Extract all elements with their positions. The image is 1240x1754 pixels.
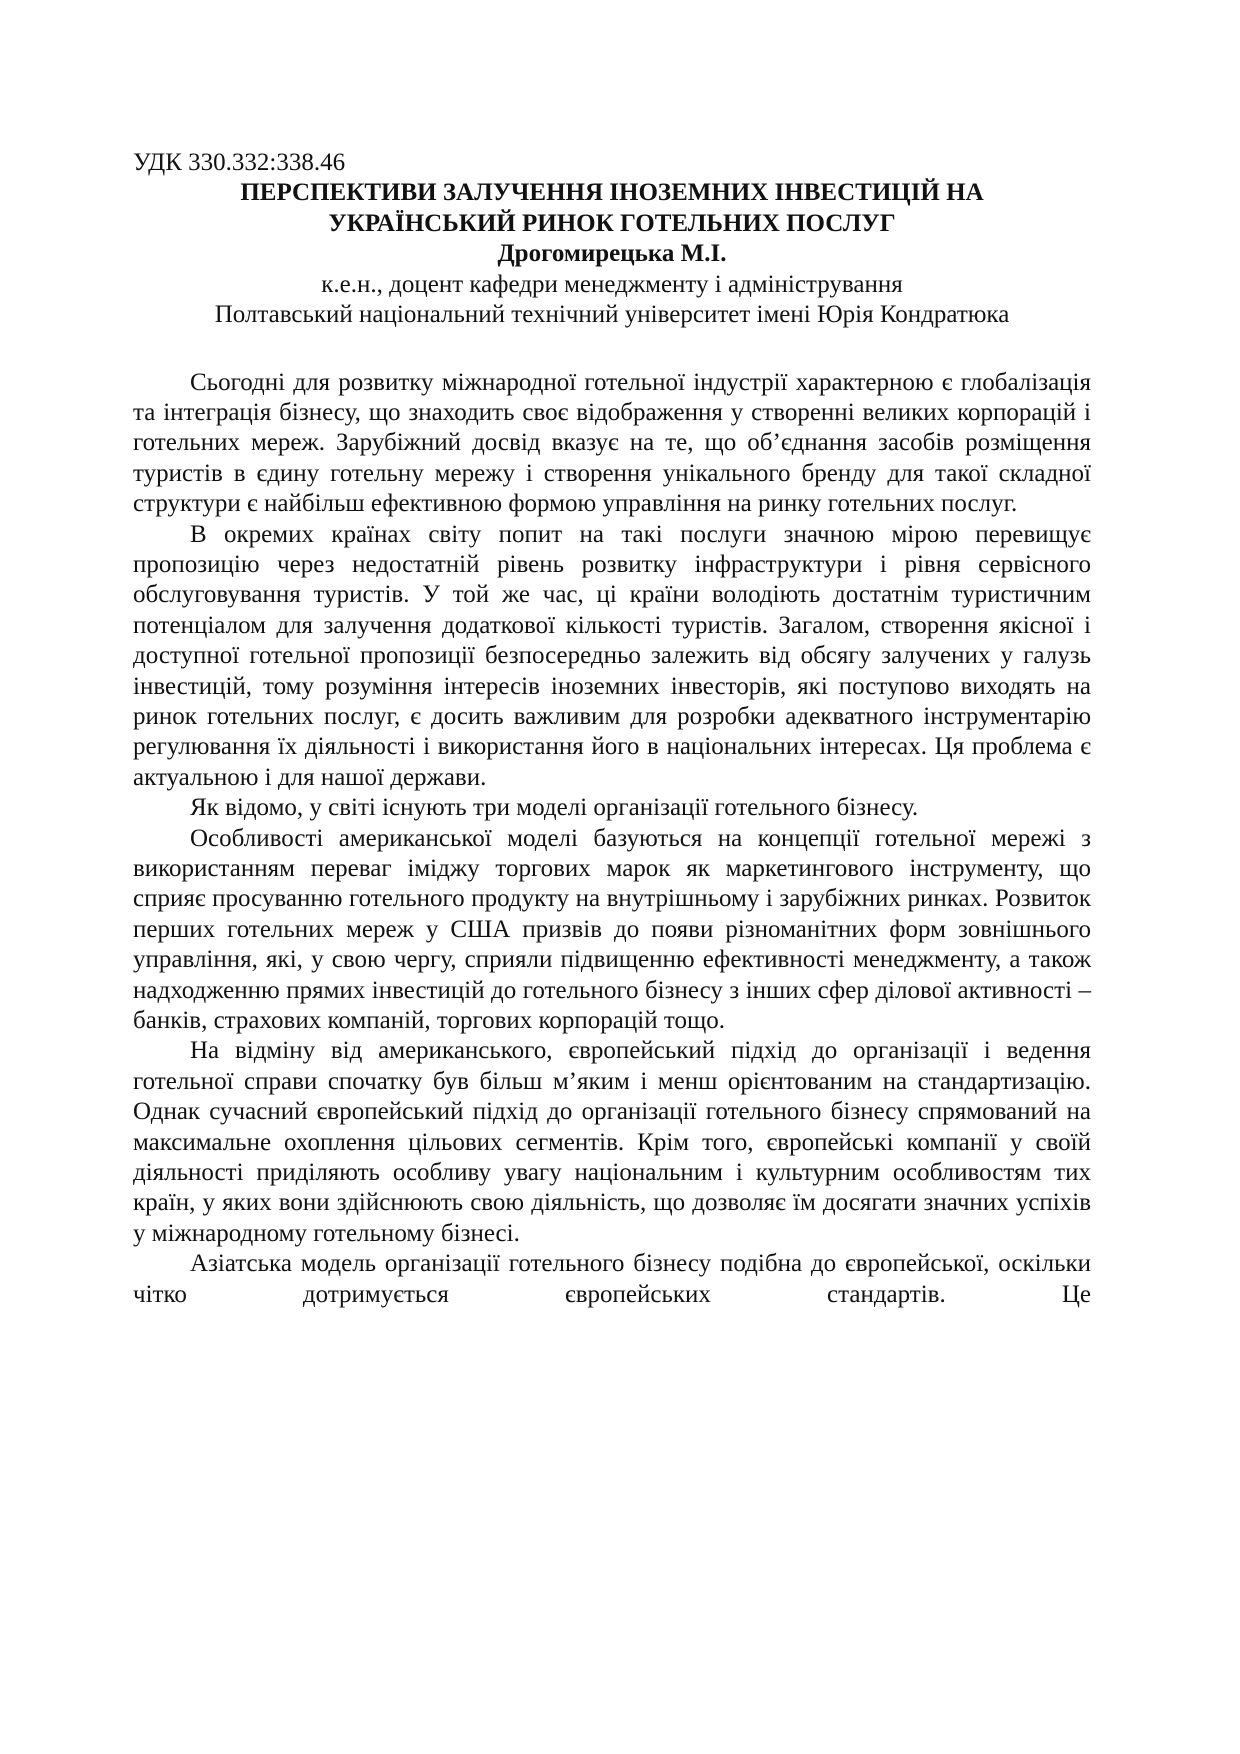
paragraph-demand: В окремих країнах світу попит на такі послуги значною мірою перевищує пропозицію через недостатній рівень розвитку інфраструктури і рівня сервісного обслуговування туристів. У той же час, ці країни володіють достатнім туристичним потенціалом для залучення додаткової кількості туристів. Загалом, створення якісної і доступної готельної пропозиції безпосередньо залежить від обсягу залучених у галузь інвестицій, тому розуміння інтересів іноземних інвесторів, які поступово виходять на ринок готельних послуг, є досить важливим для розробки адекватного інструментарію регулювання їх діяльності і використання його в національних інтересах. Ця проблема є актуальною і для нашої держави. bbox=[133, 520, 1091, 791]
paragraph-european-model: На відміну від американського, європейський підхід до організації і ведення готельної справи спочатку був більш м’яким і менш орієнтованим на стандартизацію. Однак сучасний європейський підхід до організації готельного бізнесу спрямований на максимальне охоплення цільових сегментів. Крім того, європейські компанії у своїй діяльності приділяють особливу увагу національним і культурним особливостям тих країн, у яких вони здійснюють свою діяльність, що дозволяє їм досягати значних успіхів у міжнародному готельному бізнесі. bbox=[133, 1037, 1091, 1247]
paragraph-globalization: Сьогодні для розвитку міжнародної готельної індустрії характерною є глобалізація та інтеграція бізнесу, що знаходить своє відображення у створенні великих корпорацій і готельних мереж. Зарубіжний досвід вказує на те, що об’єднання засобів розміщення туристів в єдину готельну мережу і створення унікального бренду для такої складної структури є найбільш ефективною формою управління на ринку готельних послуг. bbox=[133, 368, 1091, 518]
document-page bbox=[133, 148, 1091, 1310]
title-line-2: УКРАЇНСЬКИЙ РИНОК ГОТЕЛЬНИХ ПОСЛУГ bbox=[328, 209, 896, 237]
paragraph-three-models: Як відомо, у світі існують три моделі організації готельного бізнесу. bbox=[190, 794, 919, 822]
author-position: к.е.н., доцент кафедри менеджменту і адміністрування bbox=[321, 270, 903, 298]
author-name: Дрогомирецька М.І. bbox=[497, 240, 727, 267]
title-line-1: ПЕРСПЕКТИВИ ЗАЛУЧЕННЯ ІНОЗЕМНИХ ІНВЕСТИЦІЙ НА bbox=[240, 179, 984, 206]
udk-code: УДК 330.332:338.46 bbox=[133, 149, 346, 176]
paragraph-asian-model: Азіатська модель організації готельного бізнесу подібна до європейської, оскільки чітко дотримується європейських стандартів. Це bbox=[133, 1250, 1091, 1308]
paragraph-american-model: Особливості американської моделі базуються на концепції готельної мережі з використанням переваг іміджу торгових марок як маркетингового інструменту, що сприяє просуванню готельного продукту на внутрішньому і зарубіжних ринках. Розвиток перших готельних мереж у США призвів до появи різноманітних форм зовнішнього управління, які, у свою чергу, сприяли підвищенню ефективності менеджменту, а також надходженню прямих інвестицій до готельного бізнесу з інших сфер ділової активності – банків, страхових компаній, торгових корпорацій тощо. bbox=[133, 824, 1091, 1035]
article-body bbox=[133, 368, 1091, 1311]
author-institution: Полтавський національний технічний університет імені Юрія Кондратюка bbox=[214, 301, 1010, 328]
article-title bbox=[133, 178, 1091, 239]
